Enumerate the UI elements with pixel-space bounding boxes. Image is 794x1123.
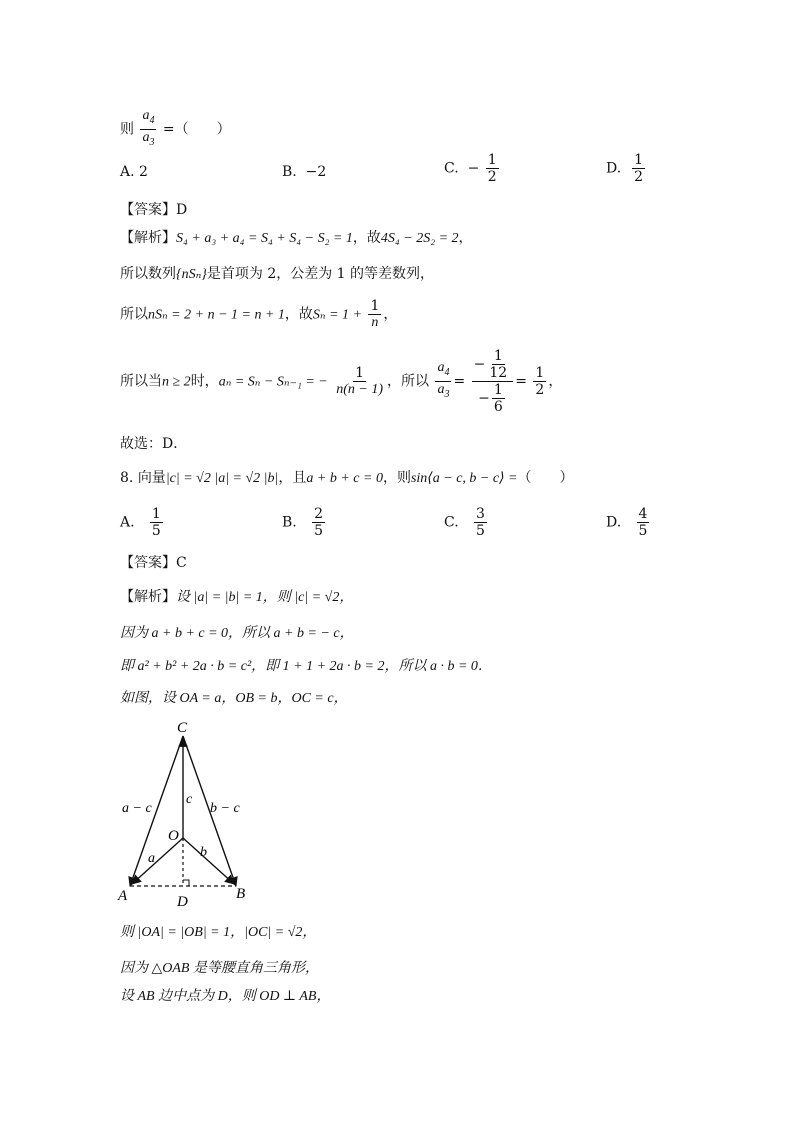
- q8-option-a: A. $\frac{1}{5}$: [120, 506, 161, 539]
- label-vec-ac: a − c: [122, 801, 152, 816]
- q8-analysis-line-2: 因为 a + b + c = 0，所以 a + b = − c，: [120, 626, 354, 641]
- q7-option-c: C. − $\frac{1}{2}$: [444, 152, 497, 185]
- segment-oa: [132, 838, 183, 884]
- label-d: D: [177, 894, 188, 910]
- q8-analysis-line-5: 则 |OA| = |OB| = 1，|OC| = √2，: [120, 925, 317, 940]
- q8-analysis-line-4: 如图，设 OA = a，OB = b，OC = c，: [120, 691, 348, 706]
- label-vec-c: c: [186, 792, 193, 807]
- segment-ob: [183, 838, 234, 884]
- q7-analysis-line-1: 【解析】S₄ + a₃ + a₄ = S₄ + S₄ − S₂ = 1，故4S₄ − 2S₂ = 2，: [120, 230, 473, 246]
- q8-option-b: B. $\frac{2}{5}$: [282, 506, 324, 539]
- q8-analysis-line-6: 因为 △OAB 是等腰直角三角形，: [120, 961, 319, 976]
- q8-option-c: C. $\frac{3}{5}$: [444, 506, 485, 539]
- label-o: O: [168, 828, 179, 844]
- label-c: C: [177, 720, 188, 736]
- q8-analysis-line-7: 设 AB 边中点为 D，则 OD ⊥ AB，: [120, 989, 331, 1004]
- q7-option-a: A. 2: [120, 164, 148, 180]
- label-a: A: [118, 888, 128, 904]
- compound-fraction: − $\frac{1}{12}$ − $\frac{1}{6}$: [472, 348, 514, 415]
- q8-stem: 8. 向量|c| = √2 |a| = √2 |b|，且a + b + c = 0，则sin⟨a − c, b − c⟩ =（ ）: [120, 470, 574, 486]
- q7-answer: 【答案】D: [120, 202, 188, 218]
- q7-analysis-line-3: 所以nSₙ = 2 + n − 1 = n + 1，故Sₙ = 1 + $\frac{1}{n}$ ，: [120, 298, 398, 330]
- vector-figure: [110, 716, 270, 916]
- q8-analysis-line-1: 【解析】设 |a| = |b| = 1，则 |c| = √2，: [120, 589, 354, 605]
- q7-stem-tail: 则 $\frac{a_4}{a_3}$ =（ ）: [120, 108, 231, 151]
- label-vec-a: a: [148, 851, 155, 866]
- q8-option-d: D. $\frac{4}{5}$: [606, 506, 648, 539]
- q8-answer: 【答案】C: [120, 555, 187, 571]
- q7-analysis-line-4: 所以当n ≥ 2时，aₙ = Sₙ − Sₙ₋₁ = − $\frac{1}{n(n - 1)}$ ，所以 $\frac{a_4}{a_3}$ = − $\frac{1}{12}$ − $\frac{1}{6}$ = $\frac{1}{2}$ ，: [120, 348, 563, 415]
- q7-option-b: B. −2: [282, 164, 327, 180]
- label-vec-bc: b − c: [210, 801, 240, 816]
- q7-analysis-line-2: 所以数列{nSₙ}是首项为 2，公差为 1 的等差数列，: [120, 266, 435, 282]
- q8-analysis-line-3: 即 a² + b² + 2a · b = c²，即 1 + 1 + 2a · b = 2，所以 a · b = 0．: [120, 659, 492, 674]
- q7-option-d: D. $\frac{1}{2}$: [606, 152, 644, 185]
- label-b: B: [236, 886, 246, 902]
- a4-over-a3: $\frac{a_4}{a_3}$: [142, 108, 155, 148]
- label-vec-b: b: [200, 845, 207, 860]
- q7-analysis-line-5: 故选：D．: [120, 436, 188, 452]
